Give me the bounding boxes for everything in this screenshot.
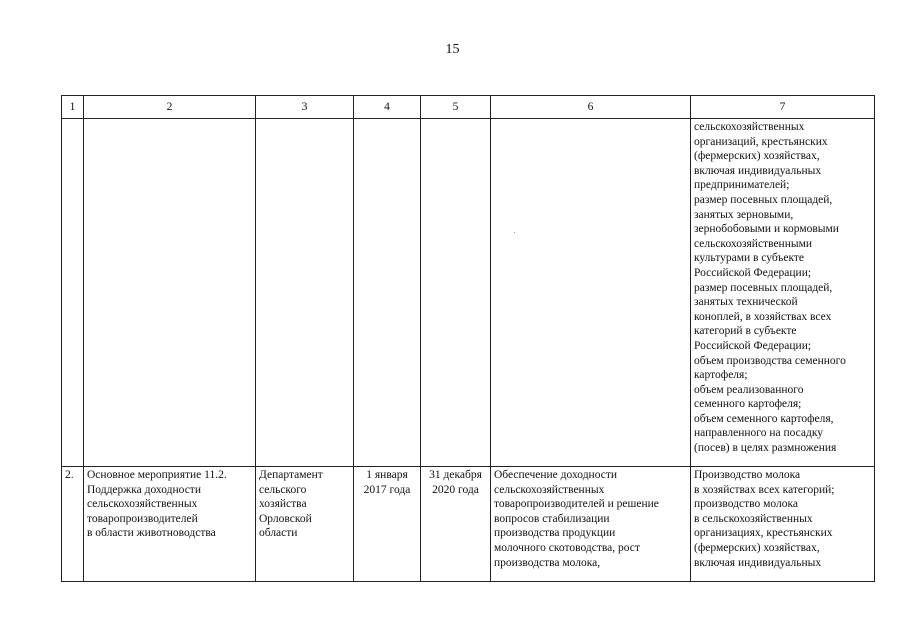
text-line: организаций, крестьянских — [694, 135, 828, 148]
text-line: сельскохозяйственных — [694, 121, 805, 133]
header-cell-1: 1 — [62, 96, 84, 119]
table-row — [62, 467, 875, 582]
indicators-cell — [691, 467, 875, 582]
text-line: в хозяйствах всех категорий; — [694, 483, 835, 496]
continuation-row — [62, 119, 875, 467]
text-line: занятых технической — [694, 296, 798, 309]
header-cell-7: 7 — [691, 96, 875, 119]
cont-cell-6 — [491, 119, 691, 467]
text-line: Производство молока — [694, 469, 801, 481]
cont-cell-4 — [354, 119, 421, 467]
text-line: коноплей, в хозяйствах всех — [694, 310, 832, 323]
text-line: (посев) в целях размножения — [694, 442, 837, 455]
text-line: сельскохозяйственных — [87, 498, 198, 511]
text-line: производства молока, — [494, 556, 601, 569]
text-line: Обеспечение доходности — [494, 469, 618, 481]
text-line: сельскохозяйственными — [694, 237, 813, 250]
text-line: Российской Федерации; — [694, 339, 812, 352]
text-line: включая индивидуальных — [694, 556, 822, 569]
text-line: 2020 года — [432, 483, 479, 496]
text-line: включая индивидуальных — [694, 164, 822, 177]
text-line: семенного картофеля; — [694, 398, 802, 411]
row-number: 2. — [62, 467, 84, 582]
cont-cell-5 — [421, 119, 491, 467]
text-line: объем реализованного — [694, 383, 804, 396]
text-line: производства продукции — [494, 527, 616, 540]
text-line: товаропроизводителей и решение — [494, 498, 659, 511]
text-line: товаропроизводителей — [87, 512, 198, 525]
text-line: хозяйства — [259, 498, 307, 511]
text-line: области — [259, 527, 298, 540]
text-line: занятых зерновыми, — [694, 208, 794, 221]
text-line: размер посевных площадей, — [694, 193, 833, 206]
text-line: Поддержка доходности — [87, 483, 201, 496]
text-line: молочного скотоводства, рост — [494, 541, 640, 554]
text-line: Департамент — [259, 469, 323, 481]
text-line: 1 января — [366, 469, 408, 481]
event-name-cell — [84, 467, 256, 582]
text-line: 2017 года — [363, 483, 411, 496]
header-cell-5: 5 — [421, 96, 491, 119]
text-line: Орловской — [259, 512, 312, 525]
text-line: объем производства семенного — [694, 354, 846, 367]
text-line: предпринимателей; — [694, 179, 790, 192]
text-line: 31 декабря — [429, 469, 482, 481]
text-line: вопросов стабилизации — [494, 512, 610, 525]
text-line: организациях, крестьянских — [694, 527, 833, 540]
header-cell-6: 6 — [491, 96, 691, 119]
cont-cell-1 — [62, 119, 84, 467]
text-line: размер посевных площадей, — [694, 281, 833, 294]
text-line: культурами в субъекте — [694, 252, 805, 265]
text-line: в сельскохозяйственных — [694, 512, 813, 525]
text-line: картофеля; — [694, 369, 748, 382]
start-date-cell — [354, 467, 421, 582]
text-line: направленного на посадку — [694, 427, 824, 440]
cont-cell-indicators — [691, 119, 875, 467]
text-line: (фермерских) хозяйствах, — [694, 541, 820, 554]
text-line: в области животноводства — [87, 527, 216, 540]
text-line: (фермерских) хозяйствах, — [694, 150, 820, 163]
header-cell-3: 3 — [256, 96, 354, 119]
document-table — [61, 95, 875, 582]
cont-cell-3 — [256, 119, 354, 467]
cont-cell-2 — [84, 119, 256, 467]
scan-speck — [514, 232, 515, 233]
text-line: производство молока — [694, 498, 798, 511]
text-line: зернобобовыми и кормовыми — [694, 223, 839, 236]
expected-result-cell — [491, 467, 691, 582]
table-header-row — [62, 96, 875, 119]
page-number: 15 — [445, 42, 460, 57]
end-date-cell — [421, 467, 491, 582]
header-cell-4: 4 — [354, 96, 421, 119]
header-cell-2: 2 — [84, 96, 256, 119]
responsible-executor-cell — [256, 467, 354, 582]
text-line: Российской Федерации; — [694, 266, 812, 279]
text-line: Основное мероприятие 11.2. — [87, 469, 227, 481]
text-line: сельского — [259, 483, 307, 496]
text-line: объем семенного картофеля, — [694, 412, 834, 425]
text-line: сельскохозяйственных — [494, 483, 605, 496]
text-line: категорий в субъекте — [694, 325, 797, 338]
